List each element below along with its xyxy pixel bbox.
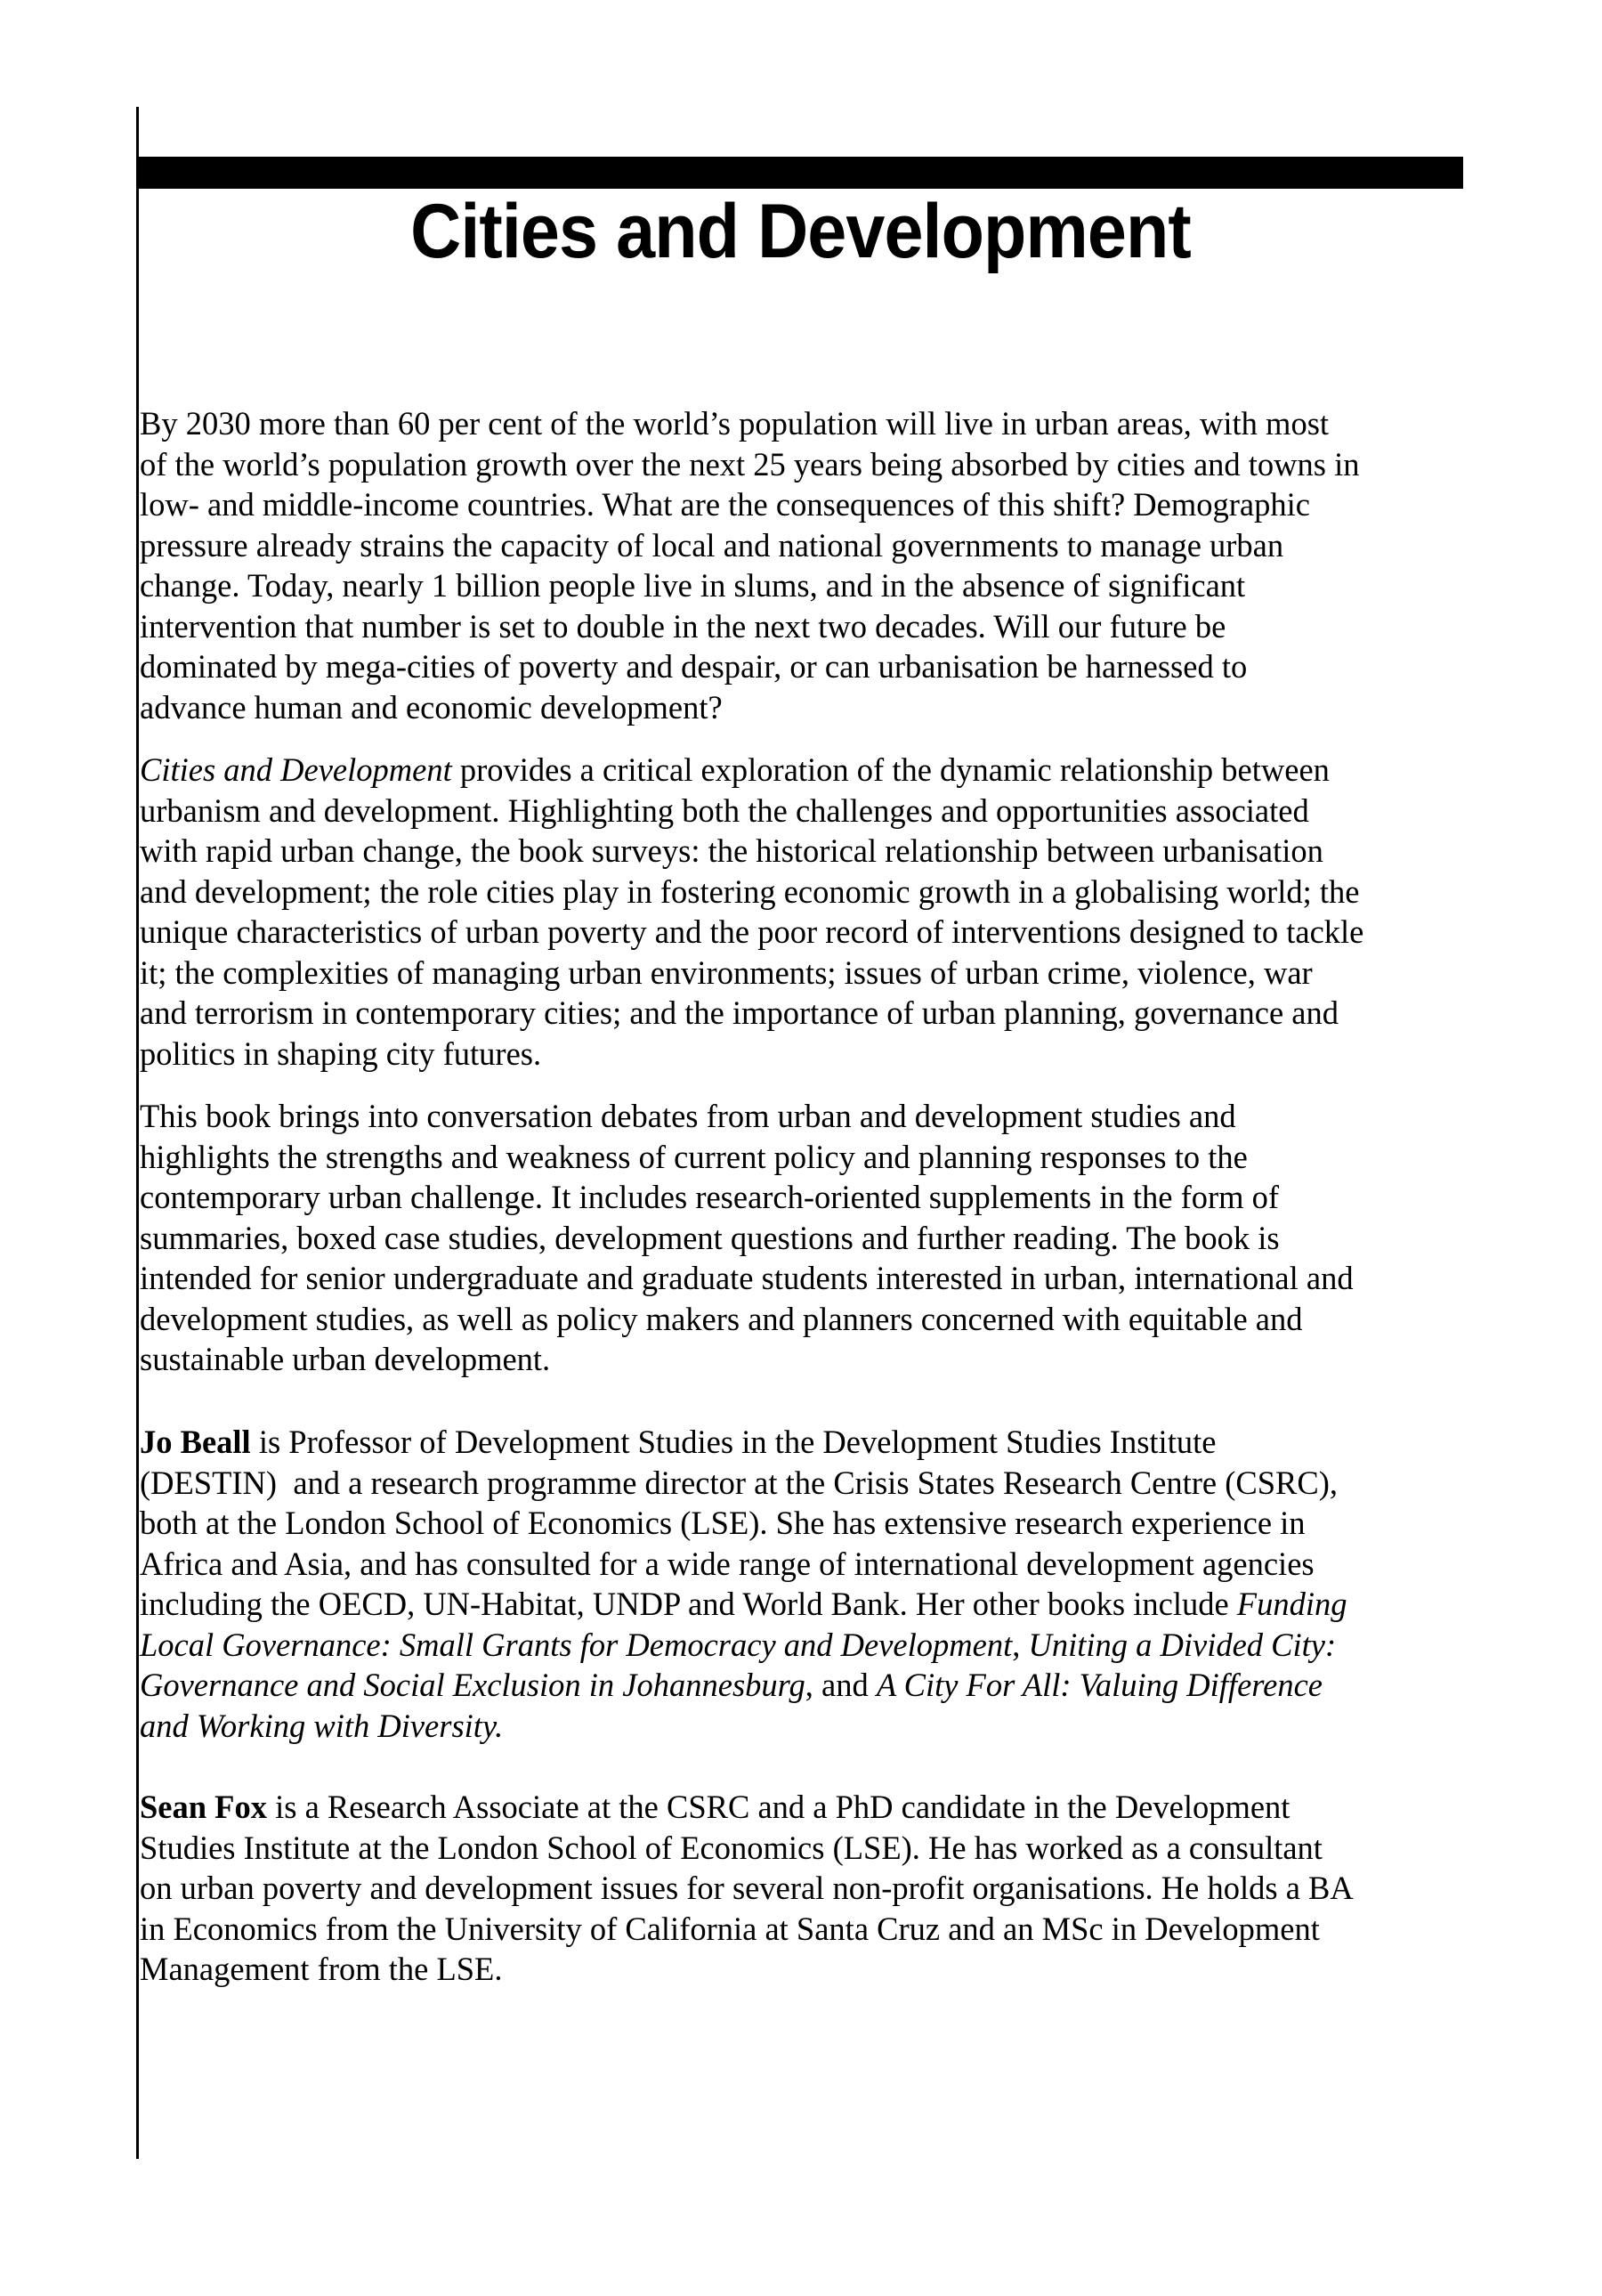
text-line: dominated by mega-cities of poverty and despair, or can urbanisation be harnessed to bbox=[140, 648, 1248, 685]
book-title-italic: Local Governance: Small Grants for Democracy and Development bbox=[140, 1626, 1013, 1663]
text-line: Management from the LSE. bbox=[140, 1951, 503, 1987]
text-line: intended for senior undergraduate and graduate students interested in urban, international and bbox=[140, 1260, 1354, 1296]
text-line: pressure already strains the capacity of local and national governments to manage urban bbox=[140, 526, 1284, 564]
text-segment: including the OECD, UN-Habitat, UNDP and World Bank. Her other books include bbox=[140, 1586, 1237, 1622]
margin-rule bbox=[136, 107, 139, 2159]
author-bio-beall bbox=[140, 1422, 1466, 1746]
text-line: This book brings into conversation debates from urban and development studies and bbox=[140, 1098, 1236, 1134]
text-line: By 2030 more than 60 per cent of the world’s population will live in urban areas, with most bbox=[140, 405, 1330, 442]
book-title-italic: A City For All: Valuing Difference bbox=[876, 1667, 1323, 1703]
text-line: sustainable urban development. bbox=[140, 1341, 551, 1377]
text-segment: provides a critical exploration of the dynamic relationship between bbox=[451, 751, 1330, 788]
text-line: on urban poverty and development issues for several non-profit organisations. He holds a BA bbox=[140, 1870, 1354, 1906]
book-title-italic: Governance and Social Exclusion in Johannesburg bbox=[140, 1667, 805, 1703]
text-line: contemporary urban challenge. It includes research-oriented supplements in the form of bbox=[140, 1179, 1280, 1215]
text-line: in Economics from the University of California at Santa Cruz and an MSc in Development bbox=[140, 1910, 1320, 1947]
text-line: Africa and Asia, and has consulted for a wide range of international development agencies bbox=[140, 1545, 1315, 1582]
book-title-italic: Funding bbox=[1236, 1586, 1347, 1622]
blurb-paragraph-2 bbox=[140, 750, 1466, 1074]
text-line: both at the London School of Economics (LSE). She has extensive research experience in bbox=[140, 1505, 1306, 1541]
text-segment: is Professor of Development Studies in the Development Studies Institute bbox=[250, 1424, 1217, 1460]
text-line: intervention that number is set to double in the next two decades. Will our future be bbox=[140, 607, 1226, 645]
text-line: politics in shaping city futures. bbox=[140, 1034, 542, 1072]
text-line: and development; the role cities play in fostering economic growth in a globalising world; the bbox=[140, 872, 1360, 910]
text-line bbox=[140, 1706, 1466, 1747]
blurb-paragraph-1 bbox=[140, 403, 1466, 727]
book-title-italic: Uniting a Divided City: bbox=[1028, 1626, 1337, 1663]
text-line: change. Today, nearly 1 billion people live in slums, and in the absence of significant bbox=[140, 567, 1246, 604]
text-segment: , bbox=[1012, 1626, 1029, 1663]
text-line: development studies, as well as policy makers and planners concerned with equitable and bbox=[140, 1300, 1303, 1337]
page-title-text: Cities and Development bbox=[410, 189, 1191, 274]
text-line bbox=[140, 1625, 1466, 1666]
text-line: low- and middle-income countries. What are the consequences of this shift? Demographic bbox=[140, 486, 1310, 523]
text-line: Studies Institute at the London School of Economics (LSE). He has worked as a consultant bbox=[140, 1829, 1323, 1866]
author-bio-fox bbox=[140, 1787, 1466, 1990]
text-line: of the world’s population growth over the next 25 years being absorbed by cities and towns in bbox=[140, 445, 1360, 483]
text-segment: , and bbox=[805, 1667, 877, 1703]
text-segment: is a Research Associate at the CSRC and a PhD candidate in the Development bbox=[266, 1789, 1290, 1825]
text-line: with rapid urban change, the book surveys: the historical relationship between urbanisation bbox=[140, 832, 1323, 869]
header-bar bbox=[138, 157, 1463, 189]
text-line bbox=[140, 1422, 1466, 1463]
author-name: Jo Beall bbox=[140, 1424, 251, 1460]
text-line: highlights the strengths and weakness of current policy and planning responses to the bbox=[140, 1138, 1248, 1175]
text-line: and terrorism in contemporary cities; and the importance of urban planning, governance and bbox=[140, 994, 1339, 1031]
text-line: unique characteristics of urban poverty and the poor record of interventions designed to tackle bbox=[140, 913, 1364, 950]
author-name: Sean Fox bbox=[140, 1789, 267, 1825]
text-line: advance human and economic development? bbox=[140, 688, 723, 726]
text-line bbox=[140, 1665, 1466, 1706]
text-line: (DESTIN) and a research programme director at the Crisis States Research Centre (CSRC), bbox=[140, 1464, 1339, 1501]
text-line: summaries, boxed case studies, development questions and further reading. The book is bbox=[140, 1219, 1280, 1256]
blurb-paragraph-3 bbox=[140, 1096, 1466, 1380]
text-line bbox=[140, 1584, 1466, 1625]
text-line: urbanism and development. Highlighting both the challenges and opportunities associated bbox=[140, 791, 1309, 829]
book-title-italic: Cities and Development bbox=[140, 751, 452, 788]
page-title bbox=[138, 187, 1463, 276]
text-line bbox=[140, 1787, 1466, 1828]
text-line: it; the complexities of managing urban environments; issues of urban crime, violence, war bbox=[140, 953, 1313, 991]
text-line bbox=[140, 750, 1466, 791]
book-title-italic: and Working with Diversity. bbox=[140, 1707, 504, 1744]
